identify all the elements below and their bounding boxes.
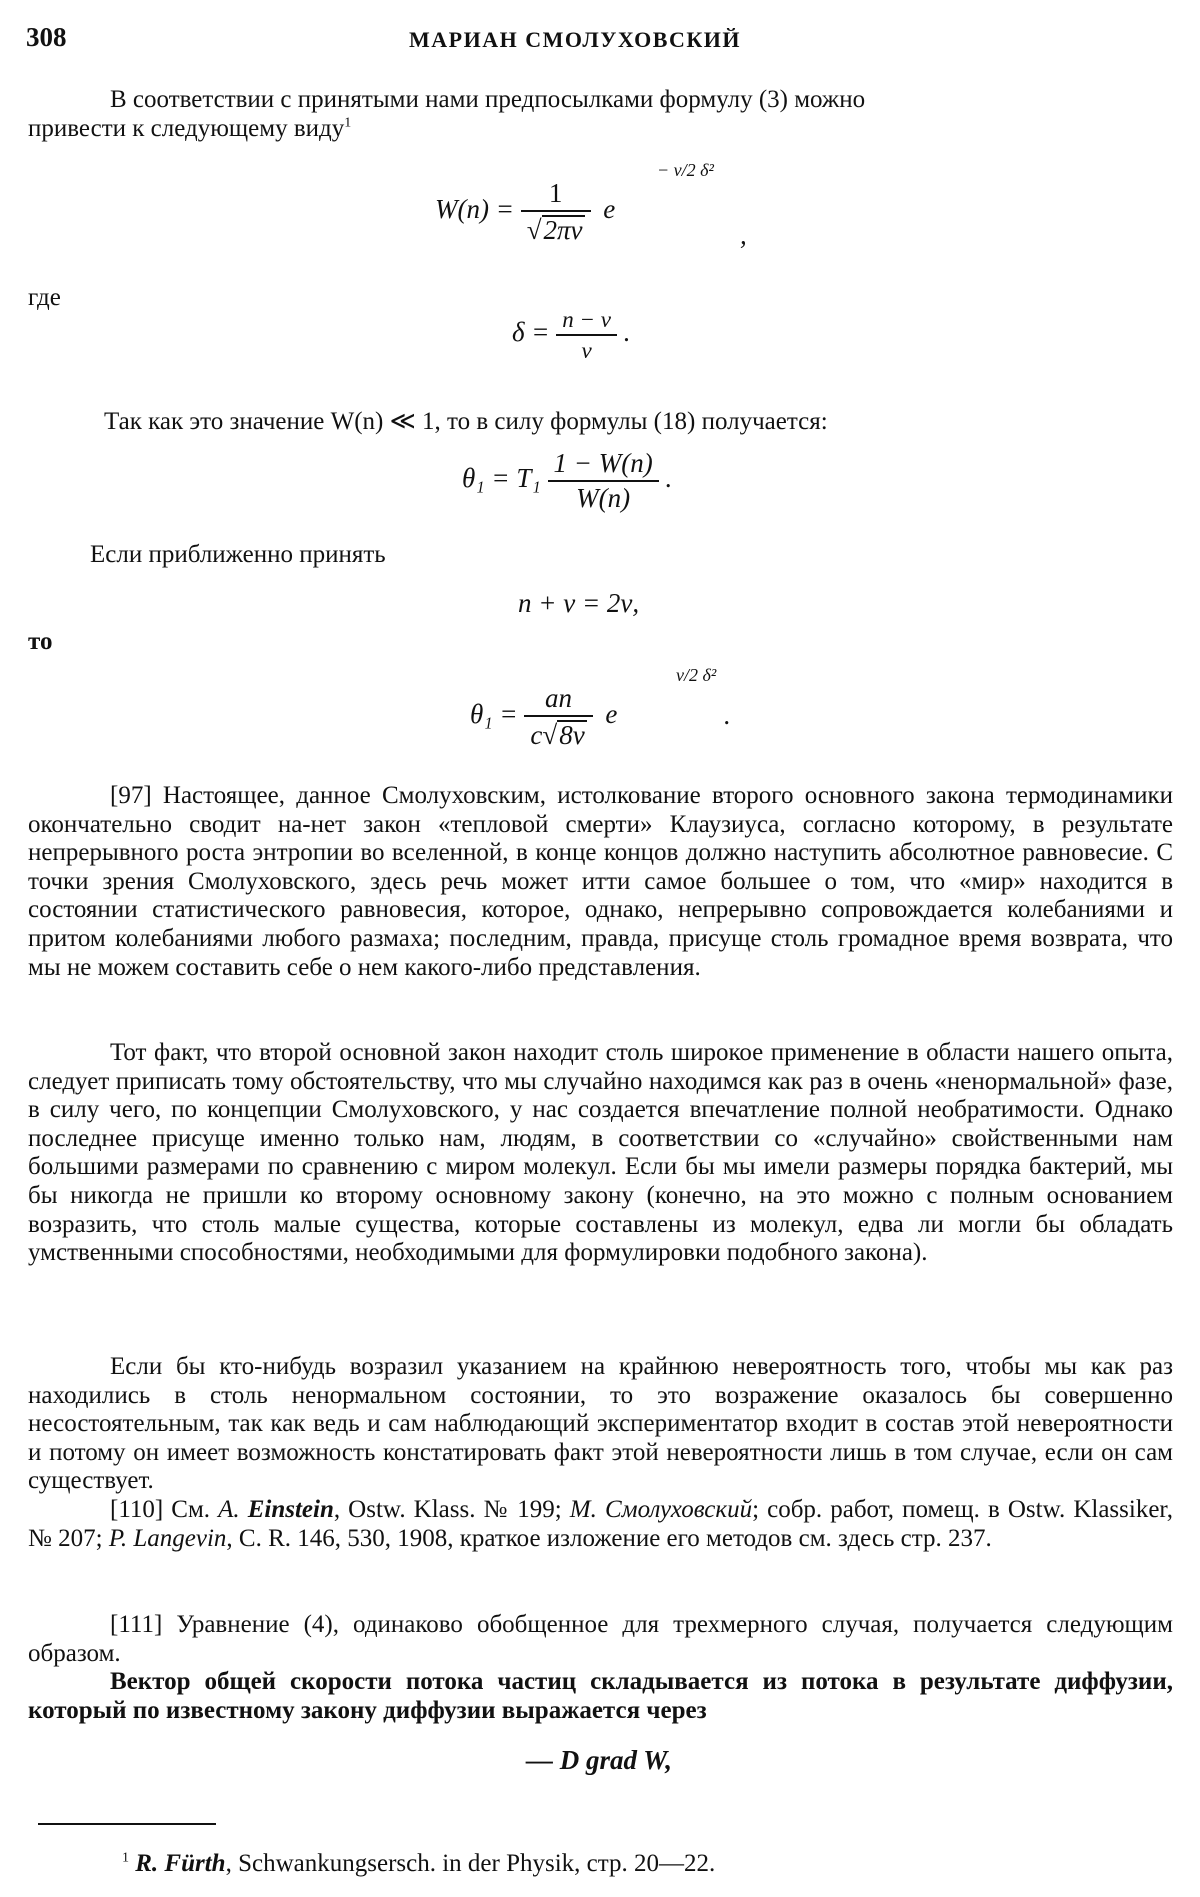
eq5-base: e — [605, 699, 618, 730]
eq2-lhs: δ = — [512, 317, 550, 348]
p110-einstein: Einstein — [247, 1496, 334, 1523]
page-number: 308 — [26, 22, 67, 52]
since-statement: Так как это значение W(n) ≪ 1, то в силу формулы (18) получается: — [104, 408, 828, 435]
equation-theta-1 — [462, 450, 672, 512]
eq5-exponent: ν/2 δ² — [676, 665, 717, 685]
footnote-reference: 1 — [344, 115, 352, 131]
eq1-fraction — [521, 180, 591, 244]
p110-text-a: [110] См. — [110, 1496, 219, 1523]
eq2-period: . — [623, 317, 631, 348]
eq1-exponent: − ν/2 δ² — [657, 160, 714, 180]
eq2-denominator: ν — [581, 338, 592, 363]
eq3-period: . — [665, 463, 673, 494]
eq2-numerator: n − ν — [556, 308, 617, 336]
equation-diffusion-flux: — D grad W, — [526, 1745, 673, 1775]
eq1-comma: , — [740, 220, 747, 250]
running-title: МАРИАН СМОЛУХОВСКИЙ — [409, 27, 742, 52]
then-word: то — [28, 628, 53, 655]
paragraph-objection: Если бы кто-нибудь возразил указанием на крайнюю невероятность того, чтобы мы как раз находились в столь ненормальном состоянии, то это возражение оказалось бы совершенно несостоятельным, так как ведь и сам наблюдающий экспериментатор входит в состав этой невероятности и потому он имеет возможность констатировать факт этой невероятности лишь в том случае, если он сам существует. — [28, 1353, 1173, 1495]
eq1-base: e — [603, 194, 616, 225]
p110-text-b: , Ostw. Klass. № 199; — [333, 1496, 570, 1523]
eq1-radicand: 2πν — [543, 215, 583, 245]
eq5-den-c: c — [530, 720, 543, 750]
equation-n-plus-nu: n + ν = 2ν, — [518, 588, 640, 618]
paragraph-second-law: Тот факт, что второй основной закон находит столь широкое применение в области нашего опыта, следует приписать тому обстоятельству, что мы случайно находимся как раз в очень «ненормальной» фазе, в силу чего, по концепции Смолуховского, у нас создается впечатление полной необратимости. Однако последнее присуще именно только нам, людям, в соответствии со «случайно» свойственными нам большими размерами по сравнению с миром молекул. Если бы мы имели размеры порядка бактерий, мы бы никогда не пришли ко второму основному закону (конечно, на это можно с полным основанием возразить, что столь малые существа, которые составлены из молекул, едва ли могли бы обладать умственными способностями, необходимыми для формулировки подобного закона). — [28, 1039, 1173, 1267]
p110-langevin: P. Langevin — [108, 1524, 227, 1552]
p110-smoluchowski: М. Смолуховский — [569, 1496, 753, 1523]
intro-line-1: В соответствии с принятыми нами предпосылками формулу (3) можно — [110, 86, 866, 113]
p110-einstein-initial: A. — [218, 1496, 248, 1523]
p110-text-c: ; собр. работ, помещ. в Ostw. Klassiker, № 207; — [28, 1496, 1173, 1552]
footnote-author: R. Fürth — [135, 1850, 226, 1877]
where-word: где — [28, 284, 61, 311]
eq1-denominator: √2πν — [526, 215, 583, 245]
p110-text-d: , C. R. 146, 530, 1908, краткое изложение его методов см. здесь стр. 237. — [226, 1524, 992, 1552]
eq3-lhs: θ₁ = T₁ — [462, 463, 541, 494]
footnote-rule — [38, 1823, 216, 1825]
eq5-lhs: θ₁ = — [470, 699, 518, 730]
eq3-denominator: W(n) — [576, 483, 631, 513]
eq5-fraction — [524, 685, 592, 749]
eq3-numerator: 1 − W(n) — [548, 450, 659, 482]
eq5-numerator: an — [524, 685, 592, 717]
eq2-fraction — [556, 308, 617, 362]
paragraph-vector: Вектор общей скорости потока частиц складывается из потока в результате диффузии, который по известному закону диффузии выражается через — [28, 1668, 1173, 1724]
eq5-period: . — [724, 700, 731, 730]
intro-line-2-text: привести к следующему виду — [28, 115, 345, 142]
footnote — [122, 1850, 715, 1878]
paragraph-111: [111] Уравнение (4), одинаково обобщенное для трехмерного случая, получается следующим образом. — [28, 1611, 1173, 1667]
footnote-text: , Schwankungsersch. in der Physik, стр. 20—22. — [225, 1850, 716, 1877]
paragraph-110 — [28, 1496, 1173, 1553]
equation-w-of-n — [435, 180, 615, 244]
eq1-lhs: W(n) = — [435, 194, 514, 225]
footnote-marker: 1 — [122, 1850, 129, 1866]
eq1-numerator: 1 — [521, 180, 591, 212]
intro-line-2 — [28, 115, 351, 143]
eq5-radicand: 8ν — [559, 720, 585, 750]
approx-statement: Если приближенно принять — [90, 541, 386, 568]
paragraph-97: [97] Настоящее, данное Смолуховским, истолкование второго основного закона термодинамики окончательно сводит на-нет закон «тепловой смерти» Клаузиуса, согласно которому, в результате непрерывного роста энтропии во вселенной, в конце концов должно наступить абсолютное равновесие. С точки зрения Смолуховского, здесь речь может итти самое большее о том, что «мир» находится в состоянии статистического равновесия, которое, однако, непрерывно сопровождается колебаниями и притом колебаниями любого размаха; последним, правда, присуще столь громадное время возврата, что мы не можем составить себе о нем какого-либо представления. — [28, 782, 1173, 981]
eq5-denominator: c√8ν — [530, 720, 585, 750]
equation-theta-1-approx — [470, 685, 617, 749]
equation-delta — [512, 308, 631, 362]
eq3-fraction — [548, 450, 659, 512]
